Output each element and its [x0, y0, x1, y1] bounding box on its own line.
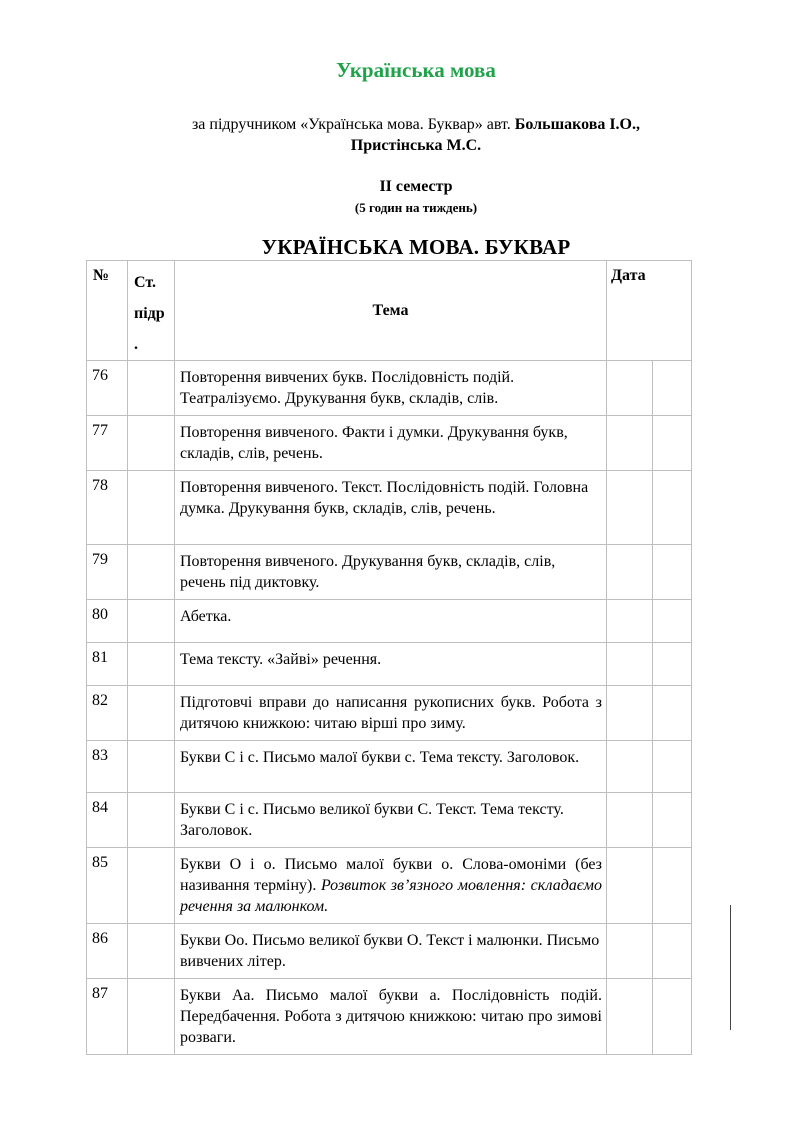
lesson-topic: Тема тексту. «Зайві» речення.: [175, 643, 607, 686]
hours-label: (5 годин на тиждень): [354, 200, 478, 215]
date-cell: [653, 471, 692, 545]
table-row: [87, 545, 692, 600]
date-cell: [653, 416, 692, 471]
lesson-number: 86: [87, 924, 128, 979]
header-topic: Тема: [175, 261, 607, 361]
lesson-topic: Букви Аа. Письмо малої букви а. Послідовність подій. Передбачення. Робота з дитячою книжкою: читаю про зимові розваги.: [175, 979, 607, 1055]
lesson-number: 83: [87, 741, 128, 793]
date-cell: [607, 979, 653, 1055]
page-cell: [128, 741, 175, 793]
date-cell: [607, 924, 653, 979]
table-row: [87, 924, 692, 979]
page-cell: [128, 686, 175, 741]
table-row: [87, 848, 692, 924]
date-cell: [607, 848, 653, 924]
page-cell: [128, 848, 175, 924]
date-cell: [607, 361, 653, 416]
header-page-line3: .: [134, 336, 138, 353]
section-heading: УКРАЇНСЬКА МОВА. БУКВАР: [261, 235, 571, 259]
page-cell: [128, 545, 175, 600]
page-cell: [128, 361, 175, 416]
lesson-plan-table: [86, 260, 692, 1055]
header-page-line2: підр: [134, 305, 165, 322]
page-cell: [128, 643, 175, 686]
document-title: Українська мова: [336, 58, 496, 82]
header-date: Дата: [607, 261, 692, 361]
textbook-prefix: за підручником «Українська мова. Буквар» авт.: [191, 116, 515, 133]
table-header-row: [87, 261, 692, 361]
date-cell: [653, 545, 692, 600]
date-cell: [653, 686, 692, 741]
lesson-topic: Абетка.: [175, 600, 607, 643]
lesson-number: 84: [87, 793, 128, 848]
lesson-number: 77: [87, 416, 128, 471]
date-cell: [607, 686, 653, 741]
date-cell: [653, 848, 692, 924]
date-cell: [607, 545, 653, 600]
header-number: №: [87, 261, 128, 361]
lesson-number: 78: [87, 471, 128, 545]
lesson-number: 87: [87, 979, 128, 1055]
header-page-line1: Ст.: [134, 274, 156, 291]
table-row: [87, 471, 692, 545]
date-cell: [607, 416, 653, 471]
date-cell: [607, 793, 653, 848]
lesson-number: 82: [87, 686, 128, 741]
page-cell: [128, 471, 175, 545]
page-cell: [128, 416, 175, 471]
header-page: [128, 261, 175, 361]
date-cell: [607, 471, 653, 545]
lesson-number: 81: [87, 643, 128, 686]
date-cell: [653, 979, 692, 1055]
lesson-number: 80: [87, 600, 128, 643]
page-cell: [128, 793, 175, 848]
table-row: [87, 979, 692, 1055]
table-row: [87, 793, 692, 848]
semester-label: ІІ семестр: [379, 178, 453, 195]
page-edge-line: [730, 905, 731, 1030]
author-line1: Большакова І.О.,: [514, 116, 640, 133]
table-row: [87, 361, 692, 416]
date-cell: [653, 600, 692, 643]
speech-development-note: Розвиток зв’язного мовлення: складаємо речення за малюнком.: [180, 877, 602, 915]
date-cell: [653, 361, 692, 416]
page-cell: [128, 600, 175, 643]
date-cell: [607, 600, 653, 643]
date-cell: [607, 741, 653, 793]
lesson-topic: Повторення вивченого. Факти і думки. Друкування букв, складів, слів, речень.: [175, 416, 607, 471]
lesson-topic-text: Букви О і о. Письмо малої букви о. Слова-омоніми (без називання терміну).: [180, 856, 602, 894]
lesson-topic: Підготовчі вправи до написання рукописних букв. Робота з дитячою книжкою: читаю вірші про зиму.: [175, 686, 607, 741]
table-row: [87, 643, 692, 686]
author-line2: Пристінська М.С.: [350, 137, 482, 154]
date-cell: [653, 924, 692, 979]
table-row: [87, 600, 692, 643]
table-row: [87, 686, 692, 741]
lesson-topic: [175, 848, 607, 924]
date-cell: [653, 643, 692, 686]
table-row: [87, 741, 692, 793]
lesson-topic: Букви С і с. Письмо великої букви С. Текст. Тема тексту. Заголовок.: [175, 793, 607, 848]
textbook-reference: [0, 114, 794, 156]
page-cell: [128, 924, 175, 979]
lesson-topic: Повторення вивчених букв. Послідовність подій. Театралізуємо. Друкування букв, складів, слів.: [175, 361, 607, 416]
table-row: [87, 416, 692, 471]
lesson-topic: Букви Оо. Письмо великої букви О. Текст і малюнки. Письмо вивчених літер.: [175, 924, 607, 979]
lesson-topic: Повторення вивченого. Текст. Послідовність подій. Головна думка. Друкування букв, складів, слів, речень.: [175, 471, 607, 545]
date-cell: [607, 643, 653, 686]
lesson-number: 85: [87, 848, 128, 924]
date-cell: [653, 793, 692, 848]
lesson-topic: Повторення вивченого. Друкування букв, складів, слів, речень під диктовку.: [175, 545, 607, 600]
lesson-topic: Букви С і с. Письмо малої букви с. Тема тексту. Заголовок.: [175, 741, 607, 793]
lesson-number: 79: [87, 545, 128, 600]
page-cell: [128, 979, 175, 1055]
lesson-number: 76: [87, 361, 128, 416]
date-cell: [653, 741, 692, 793]
